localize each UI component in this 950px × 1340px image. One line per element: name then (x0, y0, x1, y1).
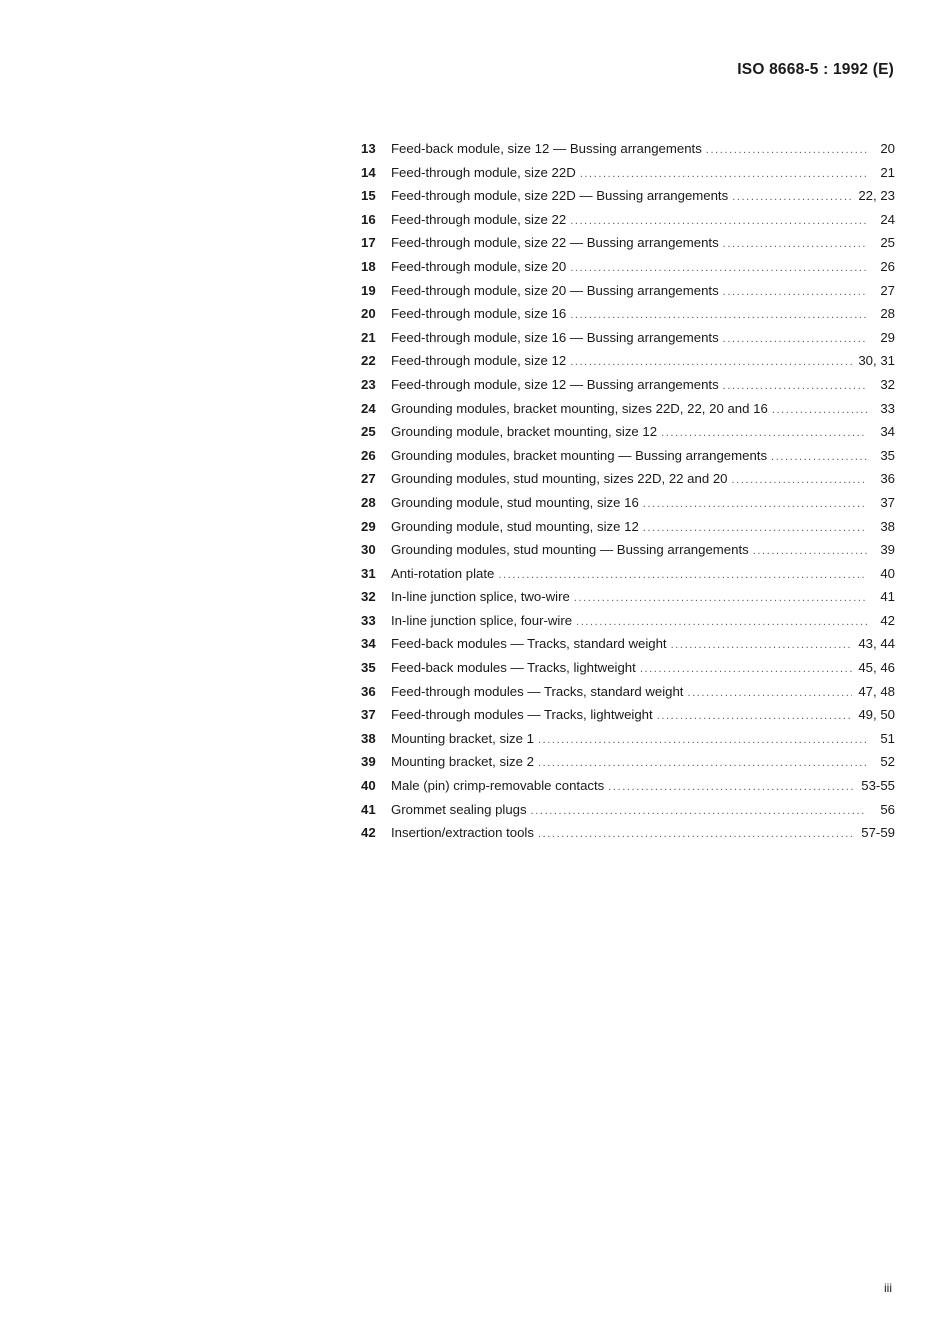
toc-entry (359, 212, 895, 236)
toc-page-number: 32 (880, 376, 895, 392)
toc-figure-number: 42 (361, 825, 376, 841)
toc-entry (359, 754, 895, 778)
toc-figure-title: Grounding module, stud mounting, size 12 (391, 518, 639, 534)
toc-page-number: 28 (880, 306, 895, 322)
toc-figure-title: Feed-through module, size 20 — Bussing arrangements (391, 282, 719, 298)
toc-dot-leader (732, 191, 852, 203)
toc-dot-leader (687, 687, 852, 699)
toc-entry (359, 542, 895, 566)
toc-figure-title: Grounding modules, bracket mounting — Bussing arrangements (391, 447, 768, 463)
toc-figure-title: Feed-through module, size 22 (391, 211, 567, 227)
toc-figure-title: Grounding module, stud mounting, size 16 (391, 494, 639, 510)
toc-entry (359, 235, 895, 259)
toc-entry (359, 566, 895, 590)
toc-figure-number: 17 (361, 235, 376, 251)
toc-dot-leader (576, 616, 867, 628)
toc-page-number: 34 (880, 424, 895, 440)
toc-page-number: 35 (880, 447, 895, 463)
toc-dot-leader (723, 333, 867, 345)
toc-page-number: 30, 31 (858, 353, 895, 369)
toc-dot-leader (661, 427, 867, 439)
toc-figure-number: 14 (361, 164, 376, 180)
toc-page-number: 45, 46 (858, 660, 895, 676)
toc-dot-leader (643, 522, 867, 534)
toc-dot-leader (771, 451, 867, 463)
toc-figure-number: 29 (361, 518, 376, 534)
toc-figure-number: 13 (361, 141, 376, 156)
toc-figure-number: 36 (361, 683, 376, 699)
toc-figure-number: 38 (361, 730, 376, 746)
toc-figure-title: Grounding modules, stud mounting — Bussing arrangements (391, 542, 749, 558)
toc-figure-number: 34 (361, 636, 376, 652)
toc-figure-title: In-line junction splice, four-wire (391, 612, 573, 628)
toc-dot-leader (570, 215, 867, 227)
page-number: iii (884, 1281, 892, 1295)
toc-figure-number: 41 (361, 801, 376, 817)
toc-figure-title: Feed-through module, size 12 — Bussing arrangements (391, 376, 719, 392)
toc-figure-title: Grounding modules, stud mounting, sizes 22D, 22 and 20 (391, 471, 728, 487)
toc-page-number: 33 (880, 400, 895, 416)
toc-dot-leader (723, 286, 867, 298)
toc-figure-number: 28 (361, 494, 376, 510)
toc-page-number: 52 (880, 754, 895, 770)
toc-figure-title: Anti-rotation plate (391, 565, 495, 581)
toc-figure-number: 24 (361, 400, 376, 416)
toc-page-number: 40 (880, 565, 895, 581)
toc-dot-leader (723, 238, 867, 250)
toc-dot-leader (772, 404, 867, 416)
toc-entry (359, 778, 895, 802)
toc-figure-title: Feed-through module, size 22D — Bussing arrangements (391, 188, 729, 204)
toc-figure-number: 15 (361, 188, 376, 204)
toc-dot-leader (732, 474, 868, 486)
toc-figure-number: 27 (361, 471, 376, 487)
toc-entry (359, 330, 895, 354)
toc-dot-leader (753, 545, 867, 557)
toc-entry (359, 495, 895, 519)
toc-entry (359, 707, 895, 731)
toc-entry (359, 401, 895, 425)
toc-figure-number: 35 (361, 660, 376, 676)
toc-entry (359, 636, 895, 660)
toc-figure-title: Feed-through module, size 16 — Bussing arrangements (391, 329, 719, 345)
toc-figure-title: Feed-through module, size 20 (391, 258, 567, 274)
toc-dot-leader (570, 262, 867, 274)
toc-dot-leader (531, 805, 867, 817)
toc-page-number: 26 (880, 258, 895, 274)
toc-figure-number: 26 (361, 447, 376, 463)
toc-entry (359, 259, 895, 283)
toc-figure-title: Feed-through module, size 16 (391, 306, 567, 322)
toc-dot-leader (498, 569, 867, 581)
toc-entry (359, 141, 895, 165)
toc-figure-number: 20 (361, 306, 376, 322)
toc-figure-number: 16 (361, 211, 376, 227)
toc-page-number: 39 (880, 542, 895, 558)
table-of-contents (359, 141, 895, 849)
toc-entry (359, 825, 895, 849)
toc-page-number: 49, 50 (858, 707, 895, 723)
toc-figure-title: Feed-back modules — Tracks, standard weight (391, 636, 667, 652)
toc-figure-title: Mounting bracket, size 2 (391, 754, 534, 770)
toc-page-number: 37 (880, 494, 895, 510)
toc-entry (359, 802, 895, 826)
toc-figure-title: Feed-through module, size 22D (391, 164, 576, 180)
toc-figure-title: Mounting bracket, size 1 (391, 730, 534, 746)
toc-page-number: 29 (880, 329, 895, 345)
toc-entry (359, 519, 895, 543)
toc-entry (359, 731, 895, 755)
toc-figure-title: Male (pin) crimp-removable contacts (391, 778, 605, 794)
toc-figure-title: Feed-through module, size 12 (391, 353, 567, 369)
toc-page-number: 38 (880, 518, 895, 534)
toc-entry (359, 353, 895, 377)
toc-dot-leader (580, 168, 867, 180)
toc-entry (359, 660, 895, 684)
toc-page-number: 57-59 (861, 825, 895, 841)
toc-figure-title: Grounding modules, bracket mounting, sizes 22D, 22, 20 and 16 (391, 400, 768, 416)
toc-dot-leader (538, 757, 867, 769)
toc-figure-number: 37 (361, 707, 376, 723)
toc-page-number: 53-55 (861, 778, 895, 794)
toc-page-number: 42 (880, 612, 895, 628)
toc-entry (359, 165, 895, 189)
toc-figure-number: 39 (361, 754, 376, 770)
toc-figure-number: 32 (361, 589, 376, 605)
toc-dot-leader (706, 144, 867, 156)
toc-entry (359, 283, 895, 307)
toc-figure-title: Feed-back modules — Tracks, lightweight (391, 660, 636, 676)
toc-page-number: 25 (880, 235, 895, 251)
toc-figure-title: Feed-through modules — Tracks, standard weight (391, 683, 684, 699)
toc-page-number: 22, 23 (858, 188, 895, 204)
toc-dot-leader (723, 380, 867, 392)
toc-figure-title: Feed-through module, size 22 — Bussing arrangements (391, 235, 719, 251)
toc-figure-title: Insertion/extraction tools (391, 825, 534, 841)
toc-page-number: 24 (880, 211, 895, 227)
toc-page-number: 20 (880, 141, 895, 156)
toc-page-number: 43, 44 (858, 636, 895, 652)
toc-dot-leader (640, 663, 853, 675)
toc-dot-leader (671, 639, 853, 651)
toc-page-number: 36 (880, 471, 895, 487)
toc-figure-number: 22 (361, 353, 376, 369)
toc-dot-leader (570, 356, 852, 368)
toc-figure-number: 19 (361, 282, 376, 298)
toc-figure-number: 31 (361, 565, 376, 581)
toc-figure-title: Grommet sealing plugs (391, 801, 527, 817)
toc-figure-title: Grounding module, bracket mounting, size 12 (391, 424, 658, 440)
toc-entry (359, 306, 895, 330)
toc-page-number: 27 (880, 282, 895, 298)
toc-page-number: 47, 48 (858, 683, 895, 699)
toc-dot-leader (657, 710, 853, 722)
toc-dot-leader (574, 592, 867, 604)
toc-entry (359, 377, 895, 401)
toc-entry (359, 471, 895, 495)
toc-figure-number: 33 (361, 612, 376, 628)
toc-figure-number: 25 (361, 424, 376, 440)
toc-dot-leader (608, 781, 855, 793)
toc-figure-number: 23 (361, 376, 376, 392)
toc-figure-title: Feed-back module, size 12 — Bussing arrangements (391, 141, 702, 156)
toc-dot-leader (538, 734, 867, 746)
toc-figure-title: Feed-through modules — Tracks, lightweight (391, 707, 653, 723)
toc-figure-number: 30 (361, 542, 376, 558)
toc-entry (359, 188, 895, 212)
toc-figure-number: 40 (361, 778, 376, 794)
toc-page-number: 21 (880, 164, 895, 180)
toc-dot-leader (643, 498, 867, 510)
document-header: ISO 8668-5 : 1992 (E) (737, 61, 894, 78)
toc-entry (359, 448, 895, 472)
toc-page-number: 51 (880, 730, 895, 746)
toc-entry (359, 613, 895, 637)
toc-figure-number: 18 (361, 258, 376, 274)
toc-figure-title: In-line junction splice, two-wire (391, 589, 570, 605)
toc-entry (359, 684, 895, 708)
toc-dot-leader (538, 828, 855, 840)
toc-figure-number: 21 (361, 329, 376, 345)
toc-page-number: 41 (880, 589, 895, 605)
toc-entry (359, 424, 895, 448)
toc-entry (359, 589, 895, 613)
toc-dot-leader (570, 309, 867, 321)
toc-page-number: 56 (880, 801, 895, 817)
